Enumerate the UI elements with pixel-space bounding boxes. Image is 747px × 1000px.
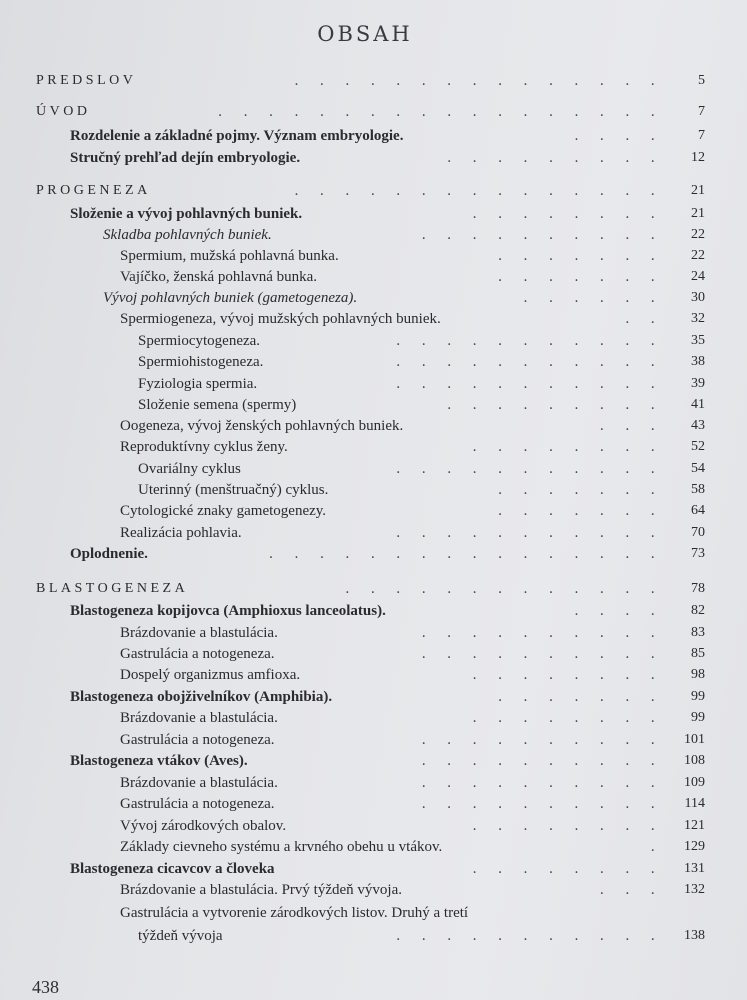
toc-entry-title: Spermium, mužská pohlavná bunka. [120,248,339,264]
toc-entry-title: Gastrulácia a notogeneza. [120,796,275,812]
toc-entry [0,927,747,949]
toc-entry-title: BLASTOGENEZA [36,581,189,596]
page-title: OBSAH [317,22,413,46]
dot-leader: . [650,839,655,855]
toc-entry-page: 82 [691,603,705,618]
toc-entry [0,127,747,149]
dot-leader: . . . . . . . . . . . . . . . . [268,546,655,562]
toc-entry-page: 70 [691,525,705,540]
toc-entry [0,438,747,460]
toc-entry-page: 43 [691,418,705,433]
toc-entry [0,502,747,524]
toc-entry-title: PREDSLOV [36,73,137,88]
toc-entry-page: 21 [691,206,705,221]
toc-entry [0,205,747,227]
dot-leader: . . . . . . . . . . [421,753,655,769]
toc-entry-title: Složenie a vývoj pohlavných buniek. [70,206,303,222]
dot-leader: . . . . . . . . . . . [396,354,655,370]
dot-leader: . . . . . . . . . . . . . . . . . . [217,104,655,120]
toc-entry-title: Skladba pohlavných buniek. [103,227,272,243]
toc-entry [0,709,747,731]
dot-leader: . . . . . . . . . . . . . [345,581,655,597]
toc-entry [0,353,747,375]
toc-entry-title: Ovariálny cyklus [138,461,241,477]
toc-entry-page: 78 [691,581,705,596]
toc-entry-page: 109 [684,775,705,790]
dot-leader: . . . . . . . . . . . [396,376,655,392]
dot-leader: . . . . . . . . . . . . . . . [294,183,655,199]
toc-entry [0,72,747,94]
dot-leader: . . . . . . . . . [446,397,655,413]
toc-entry-page: 131 [684,861,705,876]
dot-leader: . . . . . . . [497,248,655,264]
toc-entry-title: Brázdovanie a blastulácia. [120,710,278,726]
toc-entry-page: 121 [684,818,705,833]
toc-entry-page: 129 [684,839,705,854]
toc-entry-page: 54 [691,461,705,476]
toc-entry [0,645,747,667]
toc-entry-page: 98 [691,667,705,682]
toc-entry-title: Rozdelenie a základné pojmy. Význam embryologie. [70,128,404,144]
dot-leader: . . . . . . . . . . . . . . . [294,73,655,89]
toc-entry-title: Blastogeneza cicavcov a človeka [70,861,275,877]
toc-entry-page: 64 [691,503,705,518]
toc-entry [0,881,747,903]
toc-entry [0,580,747,602]
toc-entry-page: 22 [691,248,705,263]
toc-entry [0,226,747,248]
dot-leader: . . [625,311,655,327]
toc-entry [0,774,747,796]
toc-entry-title: Brázdovanie a blastulácia. [120,775,278,791]
toc-entry [0,602,747,624]
dot-leader: . . . . . . . [497,269,655,285]
toc-entry-title: Gastrulácia a vytvorenie zárodkových listov. Druhý a tretí [120,905,469,921]
toc-entry-title: Spermiocytogeneza. [138,333,261,349]
toc-entry [0,247,747,269]
page-number: 438 [32,977,59,997]
toc-entry-page: 24 [691,269,705,284]
toc-entry-page: 108 [684,753,705,768]
dot-leader: . . . . . . . . [472,206,655,222]
toc-entry [0,149,747,171]
toc-entry-title: Stručný prehľad dejín embryologie. [70,150,301,166]
toc-entry-title: Blastogeneza vtákov (Aves). [70,753,248,769]
toc-entry-title: Realizácia pohlavia. [120,525,242,541]
toc-entry-title: týždeň vývoja [138,928,223,944]
dot-leader: . . . . . . . [497,482,655,498]
toc-entry-page: 30 [691,290,705,305]
toc-entry-title: Základy cievneho systému a krvného obehu u vtákov. [120,839,443,855]
dot-leader: . . . . . . . . . . [421,775,655,791]
toc-entry [0,524,747,546]
toc-entry-page: 101 [684,732,705,747]
toc-entry-title: Cytologické znaky gametogenezy. [120,503,327,519]
toc-entry-title: Blastogeneza obojživelníkov (Amphibia). [70,689,333,705]
toc-entry-page: 138 [684,928,705,943]
toc-entry-page: 22 [691,227,705,242]
toc-entry [0,332,747,354]
dot-leader: . . . . . . . . [472,667,655,683]
toc-entry [0,182,747,204]
dot-leader: . . . . . . . . [472,818,655,834]
dot-leader: . . . [599,882,655,898]
dot-leader: . . . . . . . . . . . [396,928,655,944]
dot-leader: . . . . [574,128,655,144]
toc-entry-title: Gastrulácia a notogeneza. [120,646,275,662]
toc-entry [0,904,747,926]
dot-leader: . . . . [574,603,655,619]
toc-entry-title: ÚVOD [36,104,91,119]
dot-leader: . . . . . . . . . . [421,796,655,812]
toc-entry-page: 38 [691,354,705,369]
toc-entry [0,417,747,439]
toc-entry-page: 99 [691,689,705,704]
toc-entry-page: 99 [691,710,705,725]
toc-entry-page: 5 [698,73,705,88]
dot-leader: . . . . . . . . . . . [396,525,655,541]
dot-leader: . . . . . . . [497,503,655,519]
toc-entry-title: Blastogeneza kopijovca (Amphioxus lanceolatus). [70,603,386,619]
toc-entry [0,666,747,688]
toc-entry-page: 41 [691,397,705,412]
toc-entry-title: Oplodnenie. [70,546,148,562]
toc-entry-page: 12 [691,150,705,165]
toc-entry [0,375,747,397]
toc-entry-page: 132 [684,882,705,897]
dot-leader: . . . . . . . . . . . [396,461,655,477]
toc-entry-title: Reproduktívny cyklus ženy. [120,439,288,455]
toc-entry-title: Oogeneza, vývoj ženských pohlavných buniek. [120,418,404,434]
toc-entry-title: Vývoj zárodkových obalov. [120,818,287,834]
dot-leader: . . . [599,418,655,434]
toc-entry [0,731,747,753]
toc-entry-title: Vajíčko, ženská pohlavná bunka. [120,269,318,285]
toc-entry-title: Fyziologia spermia. [138,376,258,392]
dot-leader: . . . . . . . . . . . [396,333,655,349]
toc-entry [0,103,747,125]
toc-entry-page: 114 [684,796,705,811]
dot-leader: . . . . . . [523,290,655,306]
dot-leader: . . . . . . . . . . [421,227,655,243]
dot-leader: . . . . . . . . [472,439,655,455]
toc-entry-title: Brázdovanie a blastulácia. [120,625,278,641]
toc-entry [0,268,747,290]
dot-leader: . . . . . . . . . . [421,646,655,662]
toc-entry-page: 83 [691,625,705,640]
toc-entry [0,795,747,817]
toc-entry-title: Brázdovanie a blastulácia. Prvý týždeň vývoja. [120,882,402,898]
toc-entry [0,860,747,882]
toc-entry [0,688,747,710]
toc-entry-title: Složenie semena (spermy) [138,397,297,413]
toc-entry [0,752,747,774]
toc-entry [0,289,747,311]
toc-entry-title: Spermiogeneza, vývoj mužských pohlavných buniek. [120,311,441,327]
toc-entry [0,838,747,860]
toc-entry [0,817,747,839]
toc-entry-title: Spermiohistogeneza. [138,354,264,370]
dot-leader: . . . . . . . . [472,710,655,726]
toc-entry [0,545,747,567]
toc-entry-page: 58 [691,482,705,497]
dot-leader: . . . . . . . . . [446,150,655,166]
dot-leader: . . . . . . . . . . [421,732,655,748]
toc-entry [0,396,747,418]
toc-entry [0,624,747,646]
toc-entry-page: 85 [691,646,705,661]
toc-entry-page: 73 [691,546,705,561]
toc-entry-page: 52 [691,439,705,454]
toc-entry-page: 39 [691,376,705,391]
dot-leader: . . . . . . . . . . [421,625,655,641]
toc-entry-page: 7 [698,128,705,143]
toc-entry-page: 7 [698,104,705,119]
dot-leader: . . . . . . . [497,689,655,705]
toc-entry [0,460,747,482]
toc-entry [0,481,747,503]
toc-entry-page: 32 [691,311,705,326]
toc-entry-page: 21 [691,183,705,198]
toc-entry-title: Vývoj pohlavných buniek (gametogeneza). [103,290,358,306]
toc-entry [0,310,747,332]
toc-entry-page: 35 [691,333,705,348]
toc-entry-title: Uterinný (menštruačný) cyklus. [138,482,329,498]
toc-entry-title: Gastrulácia a notogeneza. [120,732,275,748]
toc-entry-title: Dospelý organizmus amfioxa. [120,667,301,683]
toc-entry-title: PROGENEZA [36,183,151,198]
dot-leader: . . . . . . . . [472,861,655,877]
